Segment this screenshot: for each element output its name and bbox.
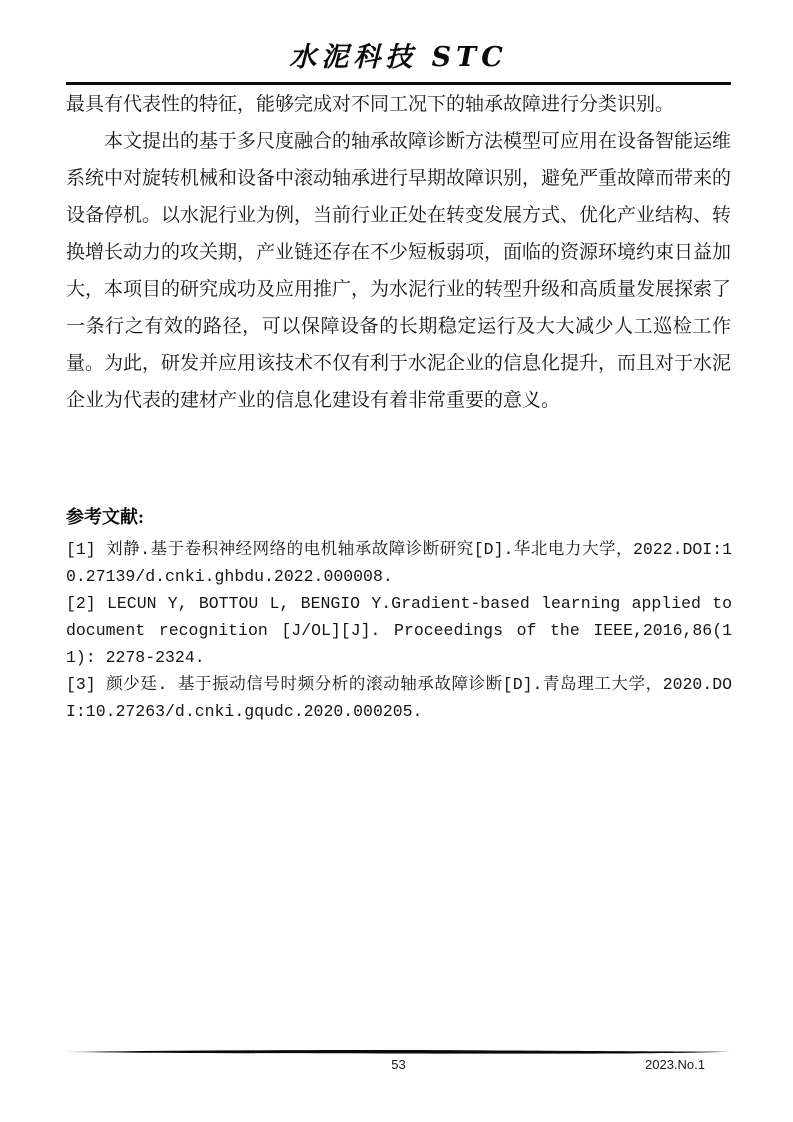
footer-rule xyxy=(66,1049,731,1055)
conclusion-paragraph: 本文提出的基于多尺度融合的轴承故障诊断方法模型可应用在设备智能运维系统中对旋转机械和设备中滚动轴承进行早期故障识别，避免严重故障而带来的设备停机。以水泥行业为例，当前行业正处在转变发展方式、优化产业结构、转换增长动力的攻关期，产业链还存在不少短板弱项，面临的资源环境约束日益加大，本项目的研究成功及应用推广，为水泥行业的转型升级和高质量发展探索了一条行之有效的路径，可以保障设备的长期稳定运行及大大减少人工巡检工作量。为此，研发并应用该技术不仅有利于水泥企业的信息化提升，而且对于水泥企业为代表的建材产业的信息化建设有着非常重要的意义。 xyxy=(66,131,732,411)
article-body xyxy=(66,86,731,419)
continued-paragraph: 最具有代表性的特征，能够完成对不同工况下的轴承故障进行分类识别。 xyxy=(66,94,675,115)
journal-header xyxy=(66,40,731,85)
reference-item-2: [2] LECUN Y, BOTTOU L, BENGIO Y.Gradient-based learning applied to document recognition [J/OL][J]. Proceedings of the IEEE,2016,86(11): 2278-2324. xyxy=(66,594,732,667)
header-rule xyxy=(66,82,731,85)
issue-label: 2023.No.1 xyxy=(645,1057,705,1072)
references-heading: 参考文献: xyxy=(66,507,144,527)
references-section xyxy=(66,504,732,725)
page-number: 53 xyxy=(391,1057,406,1072)
page-footer xyxy=(66,1049,731,1074)
reference-item-1: [1] 刘静.基于卷积神经网络的电机轴承故障诊断研究[D].华北电力大学，2022.DOI:10.27139/d.cnki.ghbdu.2022.000008. xyxy=(66,540,732,586)
footer-row xyxy=(66,1056,731,1074)
journal-title: 水泥科技 STC xyxy=(289,42,508,73)
reference-item-3: [3] 颜少廷. 基于振动信号时频分析的滚动轴承故障诊断[D].青岛理工大学，2020.DOI:10.27263/d.cnki.gqudc.2020.000205. xyxy=(66,675,732,721)
